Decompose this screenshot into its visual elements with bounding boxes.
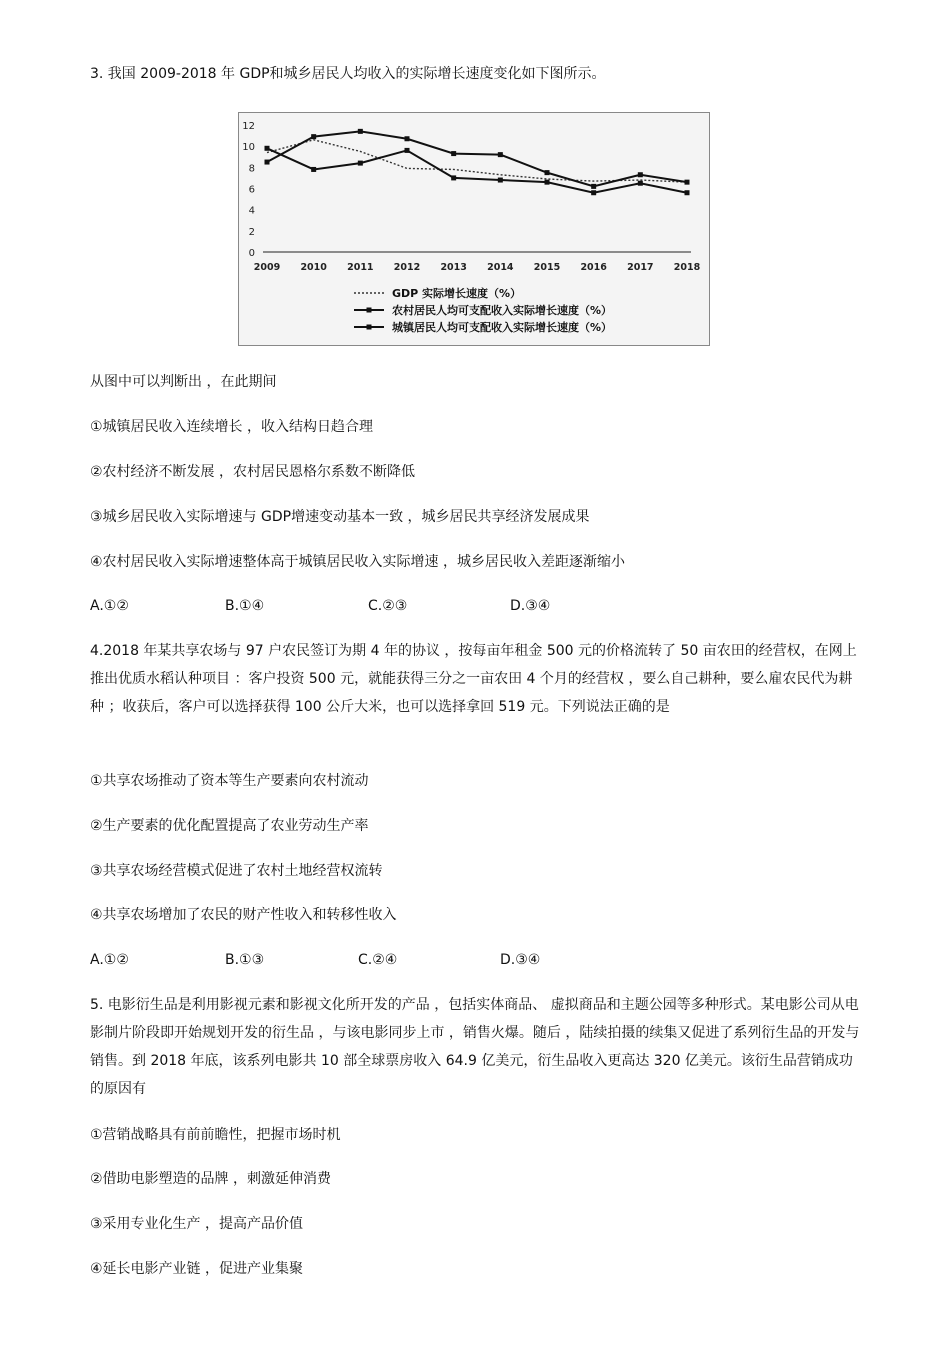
y-tick-label: 4 <box>248 205 255 217</box>
q3-option-d[interactable]: D.③④ <box>510 598 551 614</box>
x-tick-label: 2011 <box>347 262 374 273</box>
x-tick-label: 2014 <box>487 262 514 273</box>
q3-item-2: ②农村经济不断发展 ，农村居民恩格尔系数不断降低 <box>90 464 415 480</box>
legend-label-1: GDP 实际增长速度（%） <box>392 287 522 300</box>
q3-option-a[interactable]: A.①② <box>90 598 129 614</box>
q3-options <box>90 596 690 616</box>
series-line-1 <box>267 140 687 182</box>
data-point <box>638 181 643 186</box>
legend-label-2: 农村居民人均可支配收入实际增长速度（%） <box>392 304 613 317</box>
q4-option-c[interactable]: C.②④ <box>358 952 398 968</box>
data-point <box>545 180 550 185</box>
data-point <box>405 136 410 141</box>
q4-item-3: ③共享农场经营模式促进了农村土地经营权流转 <box>90 863 383 879</box>
data-point <box>311 134 316 139</box>
data-point <box>545 170 550 175</box>
x-tick-label: 2015 <box>533 262 561 273</box>
data-point <box>498 178 503 183</box>
data-point <box>265 160 270 165</box>
q4-option-a[interactable]: A.①② <box>90 952 129 968</box>
y-tick-label: 12 <box>242 121 255 132</box>
data-point <box>405 148 410 153</box>
x-tick-label: 2010 <box>300 262 327 273</box>
x-tick-label: 2009 <box>253 262 281 273</box>
growth-line-chart <box>238 112 710 346</box>
legend-marker <box>367 325 372 330</box>
data-point <box>685 190 690 195</box>
y-tick-label: 6 <box>248 184 255 196</box>
q3-item-4: ④农村居民收入实际增速整体高于城镇居民收入实际增速 ，城乡居民收入差距逐渐缩小 <box>90 554 625 570</box>
x-tick-label: 2012 <box>393 262 421 273</box>
q3-option-c[interactable]: C.②③ <box>368 598 408 614</box>
q4-options <box>90 950 690 970</box>
data-point <box>451 151 456 156</box>
q5-item-4: ④延长电影产业链 ，促进产业集聚 <box>90 1261 304 1277</box>
legend-marker <box>367 308 372 313</box>
q4-item-1: ①共享农场推动了资本等生产要素向农村流动 <box>90 773 369 789</box>
data-point <box>311 167 316 172</box>
q3-option-b[interactable]: B.①④ <box>225 598 265 614</box>
q5-item-2: ②借助电影塑造的品牌 ，刺激延伸消费 <box>90 1171 331 1187</box>
q3-title: 3. 我国 2009-2018 年 GDP和城乡居民人均收入的实际增长速度变化如下图所示。 <box>90 66 606 82</box>
q3-lead: 从图中可以判断出 ，在此期间 <box>90 374 277 390</box>
y-tick-label: 8 <box>248 163 255 175</box>
data-point <box>638 172 643 177</box>
data-point <box>591 190 596 195</box>
x-tick-label: 2013 <box>440 262 467 273</box>
data-point <box>265 146 270 151</box>
q4-stem: 4.2018 年某共享农场与 97 户农民签订为期 4 年的协议 ，按每亩年租金 500 元的价格流转了 50 亩农田的经营权，在网上推出优质水稻认种项目 ：客户投资 500 元，就能获得三分之一亩农田 4 个月的经营权 ，要么自己耕种，要么雇农民代为耕种 ；收获后，客户可以选择获得 100 公斤大米，也可以选择拿回 519 元。下列说法正确的是 <box>90 643 857 715</box>
q4-option-b[interactable]: B.①③ <box>225 952 265 968</box>
y-tick-label: 2 <box>248 226 255 238</box>
q4-option-d[interactable]: D.③④ <box>500 952 541 968</box>
chart-canvas <box>239 113 709 345</box>
q4-item-2: ②生产要素的优化配置提高了农业劳动生产率 <box>90 818 369 834</box>
x-tick-label: 2016 <box>580 262 607 273</box>
data-point <box>358 161 363 166</box>
q3-item-1: ①城镇居民收入连续增长 ，收入结构日趋合理 <box>90 419 373 435</box>
legend-label-3: 城镇居民人均可支配收入实际增长速度（%） <box>392 321 613 334</box>
x-tick-label: 2017 <box>627 262 654 273</box>
q5-item-3: ③采用专业化生产 ，提高产品价值 <box>90 1216 304 1232</box>
data-point <box>498 152 503 157</box>
x-tick-label: 2018 <box>673 262 701 273</box>
q5-item-1: ①营销战略具有前前瞻性，把握市场时机 <box>90 1127 341 1143</box>
data-point <box>451 175 456 180</box>
q3-item-3: ③城乡居民收入实际增速与 GDP增速变动基本一致 ，城乡居民共享经济发展成果 <box>90 509 590 525</box>
y-tick-label: 10 <box>242 142 255 154</box>
q5-stem: 5. 电影衍生品是利用影视元素和影视文化所开发的产品 ，包括实体商品、 虚拟商品和主题公园等多种形式。某电影公司从电影制片阶段即开始规划开发的衍生品 ，与该电影同步上市 ，销售火爆。随后 ，陆续拍摄的续集又促进了系列衍生品的开发与销售。到 2018 年底，该系列电影共 10 部全球票房收入 64.9 亿美元，衍生品收入更高达 320 亿美元。该衍生品营销成功的原因有 <box>90 997 860 1097</box>
data-point <box>685 180 690 185</box>
q4-item-4: ④共享农场增加了农民的财产性收入和转移性收入 <box>90 907 397 923</box>
y-tick-label: 0 <box>248 248 255 259</box>
data-point <box>591 184 596 189</box>
data-point <box>358 129 363 134</box>
